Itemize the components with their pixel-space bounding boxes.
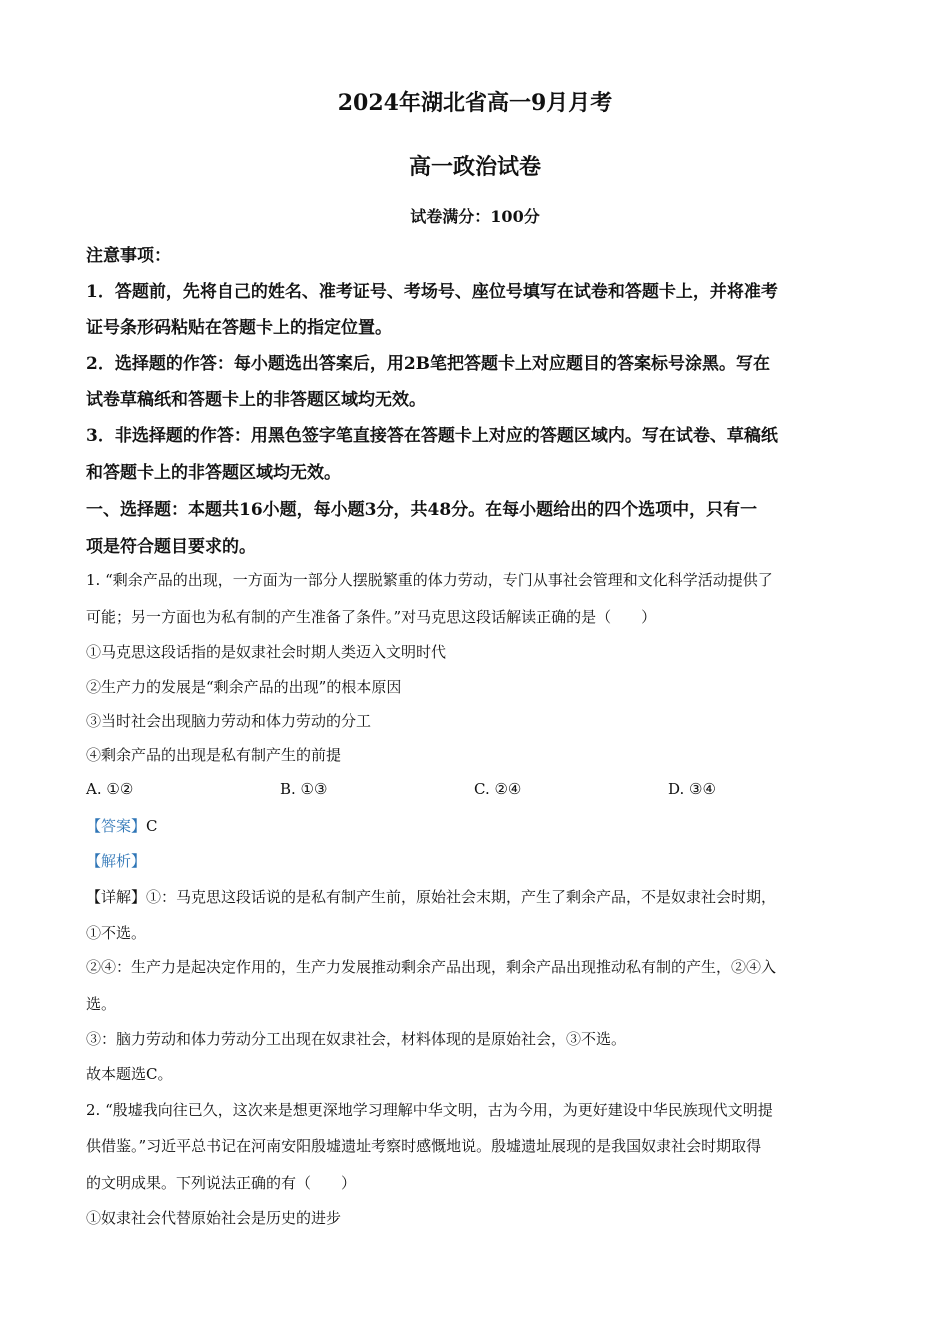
q2-stem: 2. “殷墟我向往已久，这次来是想更深地学习理解中华文明，古为今用，为更好建设中华民族现代文明提 xyxy=(86,1101,773,1119)
answer-tag: 【答案】 xyxy=(86,817,147,835)
exam-title: 2024年湖北省高一9月月考 xyxy=(337,90,613,116)
q1-stem: 可能；另一方面也为私有制的产生准备了条件。”对马克思这段话解读正确的是（ ） xyxy=(86,608,657,626)
notes-line: 2．选择题的作答：每小题选出答案后，用2B笔把答题卡上对应题目的答案标号涂黑。写在 xyxy=(86,354,771,374)
q1-detail: ②④：生产力是起决定作用的，生产力发展推动剩余产品出现，剩余产品出现推动私有制的产生，②④入 xyxy=(86,958,777,976)
notes-heading: 注意事项： xyxy=(86,246,171,266)
q1-detail: ①不选。 xyxy=(86,924,147,942)
q2-statement: ①奴隶社会代替原始社会是历史的进步 xyxy=(86,1209,342,1227)
q1-statement: ②生产力的发展是“剩余产品的出现”的根本原因 xyxy=(86,678,402,696)
q1-detail: 选。 xyxy=(86,995,117,1013)
notes-line: 3．非选择题的作答：用黑色签字笔直接答在答题卡上对应的答题区域内。写在试卷、草稿纸 xyxy=(86,426,778,446)
notes-line: 1．答题前，先将自己的姓名、准考证号、考场号、座位号填写在试卷和答题卡上，并将准考 xyxy=(86,282,778,302)
q2-stem: 的文明成果。下列说法正确的有（ ） xyxy=(86,1174,357,1192)
q1-detail: ③：脑力劳动和体力劳动分工出现在奴隶社会，材料体现的是原始社会，③不选。 xyxy=(86,1030,627,1048)
q1-option-d: D. ③④ xyxy=(668,780,716,798)
q1-stem: 1. “剩余产品的出现，一方面为一部分人摆脱繁重的体力劳动，专门从事社会管理和文化科学活动提供了 xyxy=(86,571,773,589)
q2-stem: 供借鉴。”习近平总书记在河南安阳殷墟遗址考察时感慨地说。殷墟遗址展现的是我国奴隶社会时期取得 xyxy=(86,1137,762,1155)
q1-detail: 【详解】①：马克思这段话说的是私有制产生前，原始社会末期，产生了剩余产品，不是奴隶社会时期， xyxy=(86,888,777,906)
full-score: 试卷满分：100分 xyxy=(410,207,540,226)
q1-option-b: B. ①③ xyxy=(280,780,328,798)
answer-value: C xyxy=(146,817,158,835)
q1-option-c: C. ②④ xyxy=(474,780,522,798)
section-heading: 项是符合题目要求的。 xyxy=(86,537,256,557)
q1-answer-row xyxy=(86,815,876,836)
analysis-tag: 【解析】 xyxy=(86,852,147,870)
q1-option-a: A. ①② xyxy=(86,780,134,798)
notes-line: 试卷草稿纸和答题卡上的非答题区域均无效。 xyxy=(86,390,426,410)
q1-statement: ④剩余产品的出现是私有制产生的前提 xyxy=(86,746,342,764)
section-heading: 一、选择题：本题共16小题，每小题3分，共48分。在每小题给出的四个选项中，只有一 xyxy=(86,500,758,520)
q1-statement: ③当时社会出现脑力劳动和体力劳动的分工 xyxy=(86,712,372,730)
notes-line: 和答题卡上的非答题区域均无效。 xyxy=(86,463,341,483)
q1-detail: 故本题选C。 xyxy=(86,1065,173,1083)
subject-title: 高一政治试卷 xyxy=(408,154,541,180)
q1-statement: ①马克思这段话指的是奴隶社会时期人类迈入文明时代 xyxy=(86,643,447,661)
notes-line: 证号条形码粘贴在答题卡上的指定位置。 xyxy=(86,318,392,338)
